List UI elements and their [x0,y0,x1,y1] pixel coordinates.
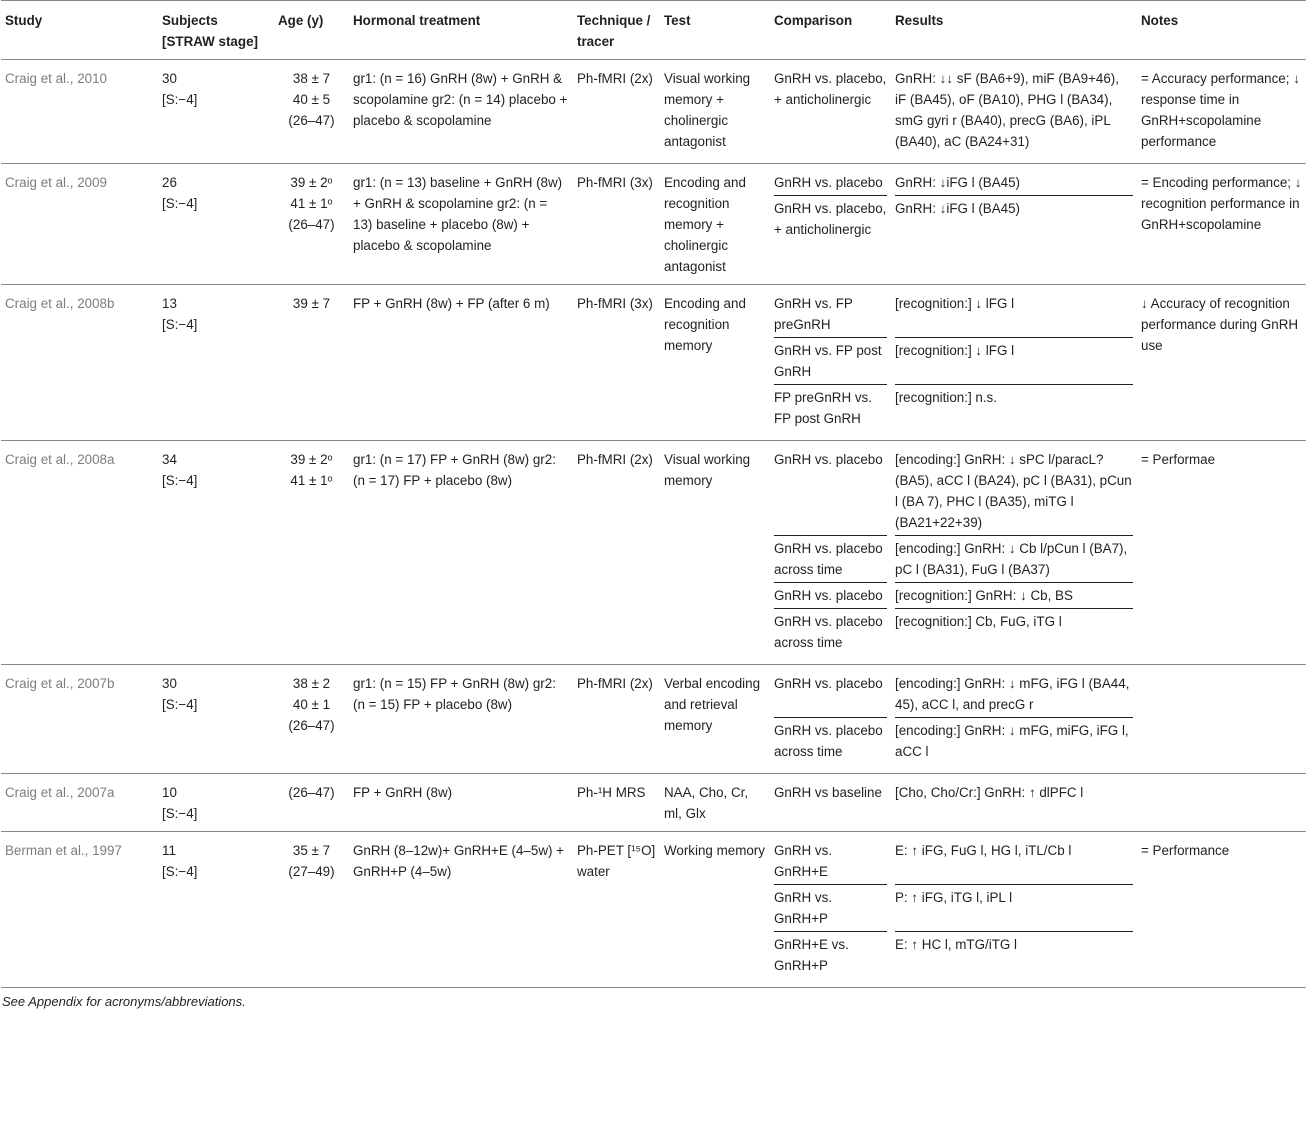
column-header: Age (y) [274,1,349,60]
subjects-line: 11 [162,843,176,858]
comparison-cell [770,285,891,441]
subjects-line: [S:−4] [162,92,198,107]
notes-cell [1137,774,1306,832]
results-cell [891,665,1137,774]
result-item: [recognition:] GnRH: ↓ Cb, BS [895,585,1133,609]
column-header: Comparison [770,1,891,60]
subjects-line: [S:−4] [162,806,198,821]
technique-cell: Ph-fMRI (2x) [573,60,660,164]
treatment-cell: gr1: (n = 13) baseline + GnRH (8w) + GnRH & scopolamine gr2: (n = 13) baseline + placebo (8w) + placebo & scopolamine [349,164,573,285]
notes-cell: ↓ Accuracy of recognition performance during GnRH use [1137,285,1306,441]
age-line: 38 ± 7 [292,71,331,86]
comparison-item: GnRH vs. placebo, + anticholinergic [774,201,887,237]
comparison-item: GnRH vs. placebo [774,449,887,536]
subjects-line: [S:−4] [162,196,198,211]
study-table [1,0,1306,988]
study-cell: Craig et al., 2008a [1,441,158,665]
table-row [1,164,1306,285]
result-item: [recognition:] ↓ lFG l [895,340,1133,385]
result-item: E: ↑ HC l, mTG/iTG l [895,937,1017,952]
comparison-item: GnRH vs. placebo across time [774,723,883,759]
result-item: [encoding:] GnRH: ↓ sPC l/paracL?(BA5), aCC l (BA24), pC l (BA31), pCun l (BA 7), PHC l (BA35), miTG l (BA21+22+39) [895,449,1133,536]
treatment-cell: GnRH (8–12w)+ GnRH+E (4–5w) + GnRH+P (4–5w) [349,832,573,988]
age-line: 39 ± 7 [292,296,331,311]
comparison-item: GnRH vs. placebo [774,585,887,609]
subjects-line: [S:−4] [162,697,198,712]
age-cell [274,774,349,832]
result-item: [encoding:] GnRH: ↓ mFG, miFG, iFG l, aCC l [895,723,1129,759]
subjects-line: [S:−4] [162,317,198,332]
table-row [1,441,1306,665]
comparison-item: FP preGnRH vs. FP post GnRH [774,390,872,426]
technique-cell: Ph-fMRI (2x) [573,441,660,665]
age-cell [274,441,349,665]
age-cell [274,164,349,285]
treatment-cell: gr1: (n = 15) FP + GnRH (8w) gr2: (n = 15) FP + placebo (8w) [349,665,573,774]
test-cell: NAA, Cho, Cr, ml, Glx [660,774,770,832]
results-cell [891,774,1137,832]
test-cell: Verbal encoding and retrieval memory [660,665,770,774]
subjects-line: 26 [162,175,177,190]
subjects-cell [158,60,274,164]
column-header: Technique / tracer [573,1,660,60]
treatment-cell: FP + GnRH (8w) [349,774,573,832]
test-cell: Working memory [660,832,770,988]
study-cell: Craig et al., 2007a [1,774,158,832]
subjects-line: 30 [162,71,177,86]
treatment-cell: gr1: (n = 16) GnRH (8w) + GnRH & scopolamine gr2: (n = 14) placebo + placebo & scopolamine [349,60,573,164]
subjects-line: 10 [162,785,177,800]
age-line: 39 ± 2ᵒ [290,175,333,190]
study-cell: Craig et al., 2010 [1,60,158,164]
comparison-item: GnRH vs. FP preGnRH [774,293,887,338]
table-body [1,60,1306,988]
comparison-item: GnRH vs. GnRH+E [774,840,887,885]
table-row [1,665,1306,774]
comparison-cell [770,774,891,832]
notes-cell: = Encoding performance; ↓ recognition performance in GnRH+scopolamine [1137,164,1306,285]
age-line: 40 ± 5 [292,92,331,107]
result-item: [Cho, Cho/Cr:] GnRH: ↑ dlPFC l [895,785,1084,800]
result-item: [recognition:] Cb, FuG, iTG l [895,614,1062,629]
column-header: Study [1,1,158,60]
results-cell [891,60,1137,164]
age-line: 35 ± 7 [292,843,331,858]
result-item: [encoding:] GnRH: ↓ Cb l/pCun l (BA7), pC l (BA31), FuG l (BA37) [895,538,1133,583]
table-row [1,774,1306,832]
subjects-cell [158,164,274,285]
technique-cell: Ph-fMRI (3x) [573,164,660,285]
result-item: GnRH: ↓↓ sF (BA6+9), miF (BA9+46), iF (BA45), oF (BA10), PHG l (BA34), smG gyri r (BA40), precG (BA6), iPL (BA40), aC (BA24+31) [895,71,1119,149]
technique-cell: Ph-fMRI (3x) [573,285,660,441]
comparison-item: GnRH vs. GnRH+P [774,887,887,932]
subjects-cell [158,774,274,832]
comparison-item: GnRH vs. placebo [774,673,887,718]
subjects-line: [S:−4] [162,473,198,488]
comparison-item: GnRH+E vs. GnRH+P [774,937,849,973]
subjects-line: 13 [162,296,177,311]
notes-cell [1137,665,1306,774]
notes-cell: = Accuracy performance; ↓ response time in GnRH+scopolamine performance [1137,60,1306,164]
results-cell [891,285,1137,441]
study-cell: Craig et al., 2009 [1,164,158,285]
technique-cell: Ph-¹H MRS [573,774,660,832]
comparison-item: GnRH vs. placebo [774,172,887,196]
subjects-cell [158,665,274,774]
notes-cell: = Performae [1137,441,1306,665]
result-item: GnRH: ↓iFG l (BA45) [895,201,1021,216]
age-line: (26–47) [288,217,335,232]
age-line: 39 ± 2ᵒ [290,452,333,467]
result-item: GnRH: ↓iFG l (BA45) [895,172,1133,196]
treatment-cell: gr1: (n = 17) FP + GnRH (8w) gr2: (n = 17) FP + placebo (8w) [349,441,573,665]
subjects-line: [S:−4] [162,864,198,879]
age-cell [274,665,349,774]
subjects-line: 34 [162,452,177,467]
comparison-item: GnRH vs. placebo, + anticholinergic [774,71,887,107]
study-cell: Berman et al., 1997 [1,832,158,988]
age-line: 41 ± 1ᵒ [290,196,333,211]
column-header: Notes [1137,1,1306,60]
age-line: (26–47) [288,113,335,128]
result-item: E: ↑ iFG, FuG l, HG l, iTL/Cb l [895,840,1133,885]
age-line: (26–47) [288,718,335,733]
treatment-cell: FP + GnRH (8w) + FP (after 6 m) [349,285,573,441]
result-item: [encoding:] GnRH: ↓ mFG, iFG l (BA44, 45), aCC l, and precG r [895,673,1133,718]
notes-cell: = Performance [1137,832,1306,988]
subjects-cell [158,285,274,441]
subjects-line: 30 [162,676,177,691]
table-footnote: See Appendix for acronyms/abbreviations. [2,994,246,1009]
column-header: Subjects [STRAW stage] [158,1,274,60]
subjects-cell [158,832,274,988]
age-line: 41 ± 1ᵒ [290,473,333,488]
column-header: Results [891,1,1137,60]
technique-cell: Ph-fMRI (2x) [573,665,660,774]
table-row [1,285,1306,441]
technique-cell: Ph-PET [¹⁵O] water [573,832,660,988]
table-row [1,60,1306,164]
column-header: Test [660,1,770,60]
test-cell: Visual working memory + cholinergic antagonist [660,60,770,164]
result-item: P: ↑ iFG, iTG l, iPL l [895,887,1133,932]
age-line: (26–47) [288,785,335,800]
age-line: (27–49) [288,864,335,879]
comparison-item: GnRH vs. FP post GnRH [774,340,887,385]
age-line: 38 ± 2 [292,676,331,691]
comparison-item: GnRH vs baseline [774,785,882,800]
study-cell: Craig et al., 2007b [1,665,158,774]
result-item: [recognition:] ↓ lFG l [895,293,1133,338]
results-cell [891,164,1137,285]
results-cell [891,441,1137,665]
comparison-cell [770,164,891,285]
age-line: 40 ± 1 [292,697,331,712]
comparison-cell [770,665,891,774]
test-cell: Encoding and recognition memory [660,285,770,441]
test-cell: Encoding and recognition memory + cholinergic antagonist [660,164,770,285]
subjects-cell [158,441,274,665]
test-cell: Visual working memory [660,441,770,665]
table-row [1,832,1306,988]
column-header: Hormonal treatment [349,1,573,60]
study-cell: Craig et al., 2008b [1,285,158,441]
result-item: [recognition:] n.s. [895,390,997,405]
comparison-item: GnRH vs. placebo across time [774,538,887,583]
comparison-cell [770,60,891,164]
age-cell [274,832,349,988]
comparison-cell [770,832,891,988]
age-cell [274,285,349,441]
comparison-item: GnRH vs. placebo across time [774,614,883,650]
age-cell [274,60,349,164]
header-row [1,1,1306,60]
comparison-cell [770,441,891,665]
results-cell [891,832,1137,988]
